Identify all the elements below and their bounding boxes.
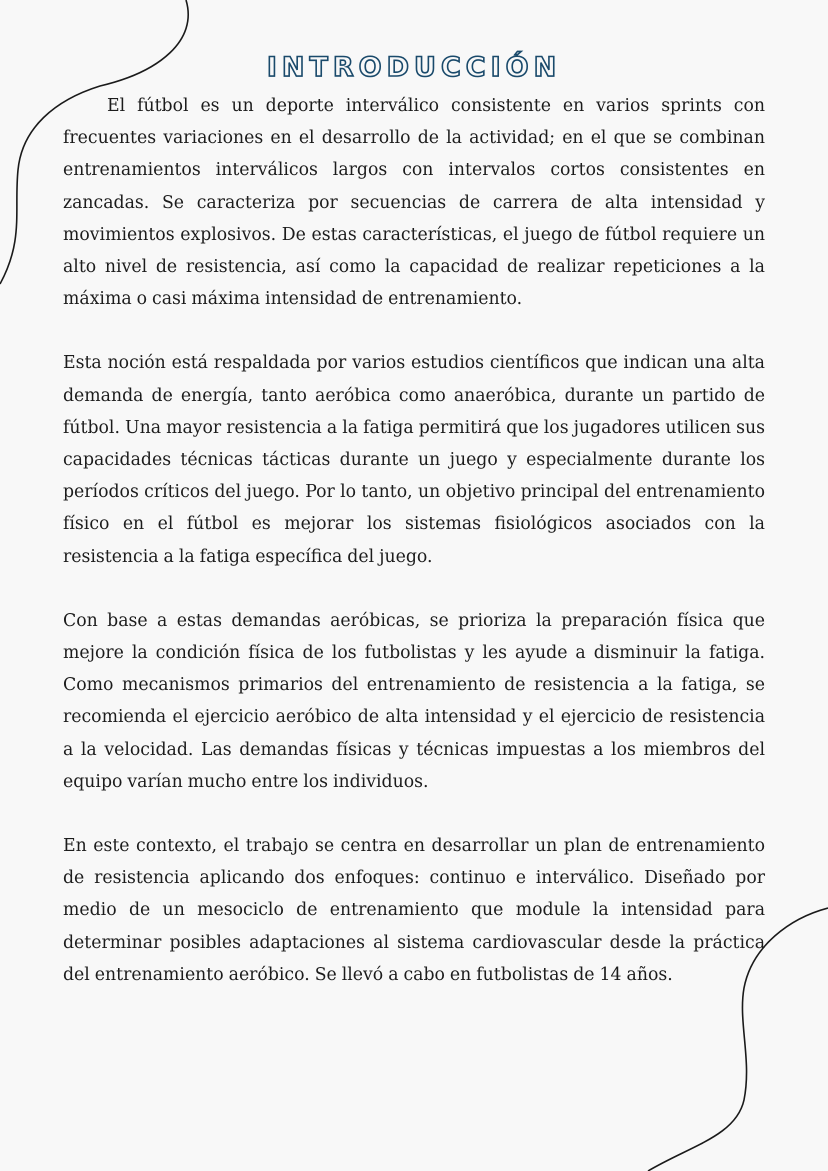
- paragraph-1: El fútbol es un deporte interválico consistente en varios sprints con frecuentes variaciones en el desarrollo de la actividad; en el que se combinan entrenamientos interválicos largos con intervalos cortos consistentes en zancadas. Se caracteriza por secuencias de carrera de alta intensidad y movimientos explosivos. De estas características, el juego de fútbol requiere un alto nivel de resistencia, así como la capacidad de realizar repeticiones a la máxima o casi máxima intensidad de entrenamiento.: [63, 96, 765, 310]
- paragraph-4: En este contexto, el trabajo se centra en desarrollar un plan de entrenamiento de resistencia aplicando dos enfoques: continuo e interválico. Diseñado por medio de un mesociclo de entrenamiento que module la intensidad para determinar posibles adaptaciones al sistema cardiovascular desde la práctica del entrenamiento aeróbico. Se llevó a cabo en futbolistas de 14 años.: [63, 836, 765, 985]
- paragraph-3: Con base a estas demandas aeróbicas, se prioriza la preparación física que mejore la condición física de los futbolistas y les ayude a disminuir la fatiga. Como mecanismos primarios del entrenamiento de resistencia a la fatiga, se recomienda el ejercicio aeróbico de alta intensidad y el ejercicio de resistencia a la velocidad. Las demandas físicas y técnicas impuestas a los miembros del equipo varían mucho entre los individuos.: [63, 610, 765, 792]
- paragraph-2: Esta noción está respaldada por varios estudios científicos que indican una alta demanda de energía, tanto aeróbica como anaeróbica, durante un partido de fútbol. Una mayor resistencia a la fatiga permitirá que los jugadores utilicen sus capacidades técnicas tácticas durante un juego y especialmente durante los períodos críticos del juego. Por lo tanto, un objetivo principal del entrenamiento físico en el fútbol es mejorar los sistemas fisiológicos asociados con la resistencia a la fatiga específica del juego.: [63, 353, 765, 567]
- page-title: INTRODUCCIÓN: [266, 52, 562, 83]
- document-body: [63, 90, 765, 1023]
